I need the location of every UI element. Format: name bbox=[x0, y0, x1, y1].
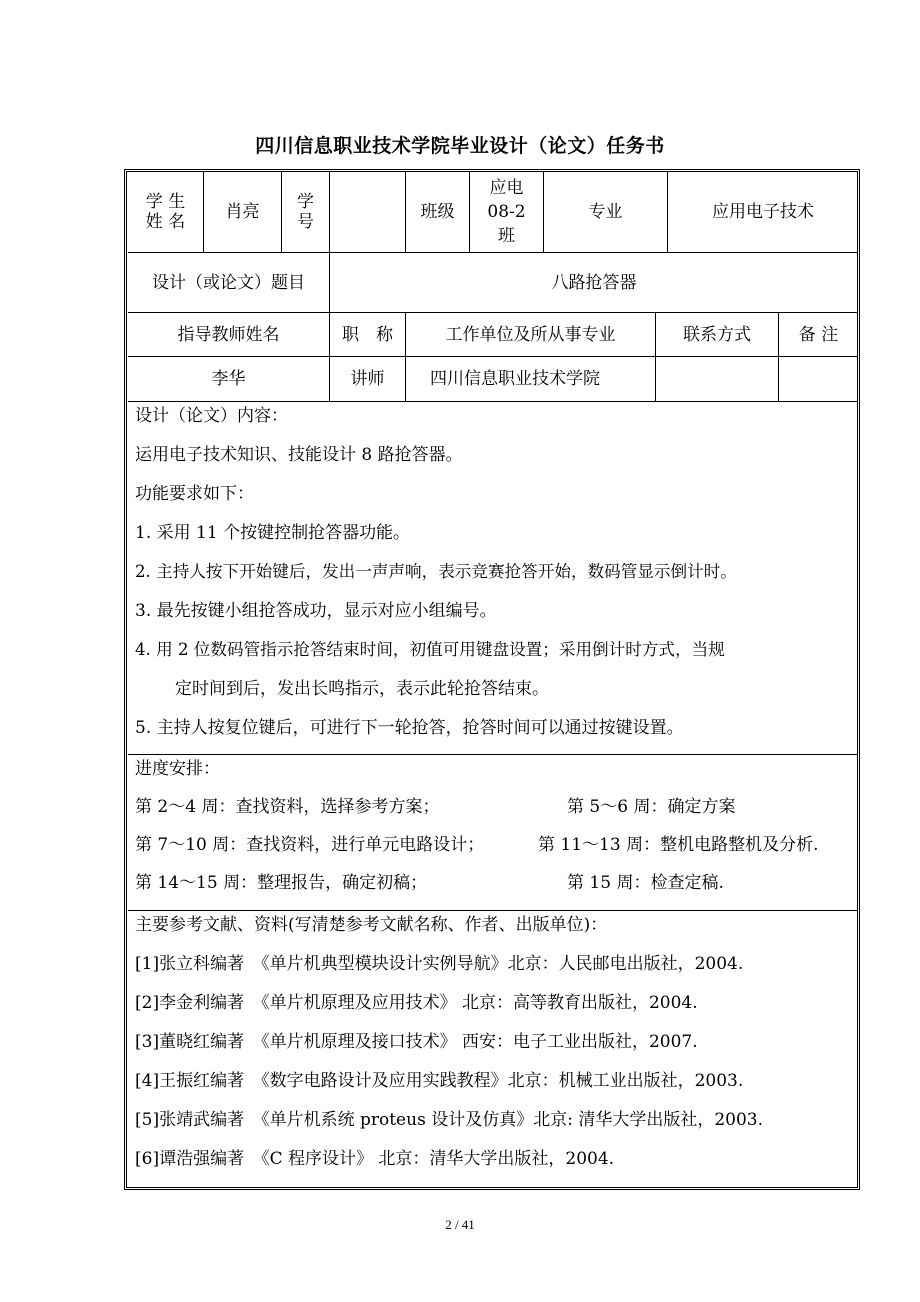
topic-label: 设计（或论文）题目 bbox=[152, 272, 305, 293]
advisor-unit-value: 四川信息职业技术学院 bbox=[430, 369, 600, 389]
requirement-item: 5. 主持人按复位键后，可进行下一轮抢答，抢答时间可以通过按键设置。 bbox=[135, 718, 684, 738]
row-divider bbox=[128, 401, 858, 402]
class-value bbox=[470, 172, 543, 252]
reference-item: [5]张靖武编著 《单片机系统 proteus 设计及仿真》北京: 清华大学出版社，2003. bbox=[135, 1110, 763, 1130]
page-number: 2 / 41 bbox=[445, 1217, 475, 1232]
schedule-item: 第 5～6 周：确定方案 bbox=[567, 797, 736, 817]
class-label: 班级 bbox=[420, 202, 455, 222]
student-id-label bbox=[282, 172, 329, 252]
student-name-value: 肖亮 bbox=[225, 202, 260, 222]
reference-item: [1]张立科编著 《单片机典型模块设计实例导航》北京：人民邮电出版社，2004. bbox=[135, 954, 744, 974]
major-label: 专业 bbox=[588, 202, 623, 222]
reference-item: [4]王振红编著 《数字电路设计及应用实践教程》北京：机械工业出版社，2003. bbox=[135, 1071, 744, 1091]
advisor-contact-header: 联系方式 bbox=[683, 324, 751, 345]
advisor-title-value: 讲师 bbox=[350, 369, 385, 389]
advisor-title-header: 职 称 bbox=[342, 324, 393, 345]
student-id-label-line1: 学 bbox=[297, 192, 314, 212]
document-title: 四川信息职业技术学院毕业设计（论文）任务书 bbox=[255, 135, 665, 157]
schedule-item: 第 7～10 周：查找资料，进行单元电路设计； bbox=[135, 835, 485, 855]
schedule-item: 第 2～4 周：查找资料，选择参考方案； bbox=[135, 797, 440, 817]
topic-value: 八路抢答器 bbox=[551, 272, 637, 293]
class-value-line3: 班 bbox=[498, 226, 515, 246]
student-id-value bbox=[330, 172, 405, 252]
content-intro: 运用电子技术知识、技能设计 8 路抢答器。 bbox=[135, 445, 463, 465]
requirements-heading: 功能要求如下： bbox=[135, 484, 254, 504]
advisor-name-value: 李华 bbox=[211, 369, 246, 389]
references-heading: 主要参考文献、资料(写清楚参考文献名称、作者、出版单位)： bbox=[135, 915, 608, 935]
student-name-label bbox=[128, 172, 203, 252]
row-divider bbox=[128, 754, 858, 755]
student-name-label-line1: 学 生 bbox=[145, 192, 186, 212]
requirement-item: 1. 采用 11 个按键控制抢答器功能。 bbox=[135, 523, 411, 543]
reference-item: [6]谭浩强编著 《C 程序设计》 北京：清华大学出版社，2004. bbox=[135, 1149, 615, 1169]
schedule-item: 第 11～13 周：整机电路整机及分析. bbox=[538, 835, 819, 855]
requirement-item: 3. 最先按键小组抢答成功，显示对应小组编号。 bbox=[135, 601, 497, 621]
advisor-remark-value bbox=[779, 357, 858, 401]
requirement-item: 4. 用 2 位数码管指示抢答结束时间，初值可用键盘设置；采用倒计时方式，当规 bbox=[135, 640, 725, 659]
reference-item: [2]李金利编著 《单片机原理及应用技术》 北京：高等教育出版社，2004. bbox=[135, 993, 698, 1013]
requirement-item-continued: 定时间到后，发出长鸣指示，表示此轮抢答结束。 bbox=[175, 679, 549, 699]
reference-item: [3]董晓红编著 《单片机原理及接口技术》 西安：电子工业出版社，2007. bbox=[135, 1032, 698, 1052]
content-heading: 设计（论文）内容： bbox=[135, 406, 288, 426]
schedule-item: 第 15 周：检查定稿. bbox=[567, 873, 724, 893]
class-value-line1: 应电 bbox=[489, 178, 524, 198]
row-divider bbox=[128, 910, 858, 911]
requirement-item: 2. 主持人按下开始键后，发出一声声响，表示竞赛抢答开始，数码管显示倒计时。 bbox=[135, 562, 737, 581]
advisor-unit-header: 工作单位及所从事专业 bbox=[445, 324, 616, 345]
advisor-contact-value bbox=[656, 357, 778, 401]
student-name-label-line2: 姓 名 bbox=[145, 212, 186, 232]
student-id-label-line2: 号 bbox=[297, 212, 314, 232]
schedule-item: 第 14～15 周：整理报告，确定初稿； bbox=[135, 873, 428, 893]
advisor-name-header: 指导教师姓名 bbox=[177, 324, 280, 345]
advisor-remark-header: 备 注 bbox=[798, 324, 839, 345]
class-value-line2: 08-2 bbox=[487, 202, 526, 222]
schedule-heading: 进度安排： bbox=[135, 759, 220, 779]
major-value: 应用电子技术 bbox=[712, 202, 814, 222]
